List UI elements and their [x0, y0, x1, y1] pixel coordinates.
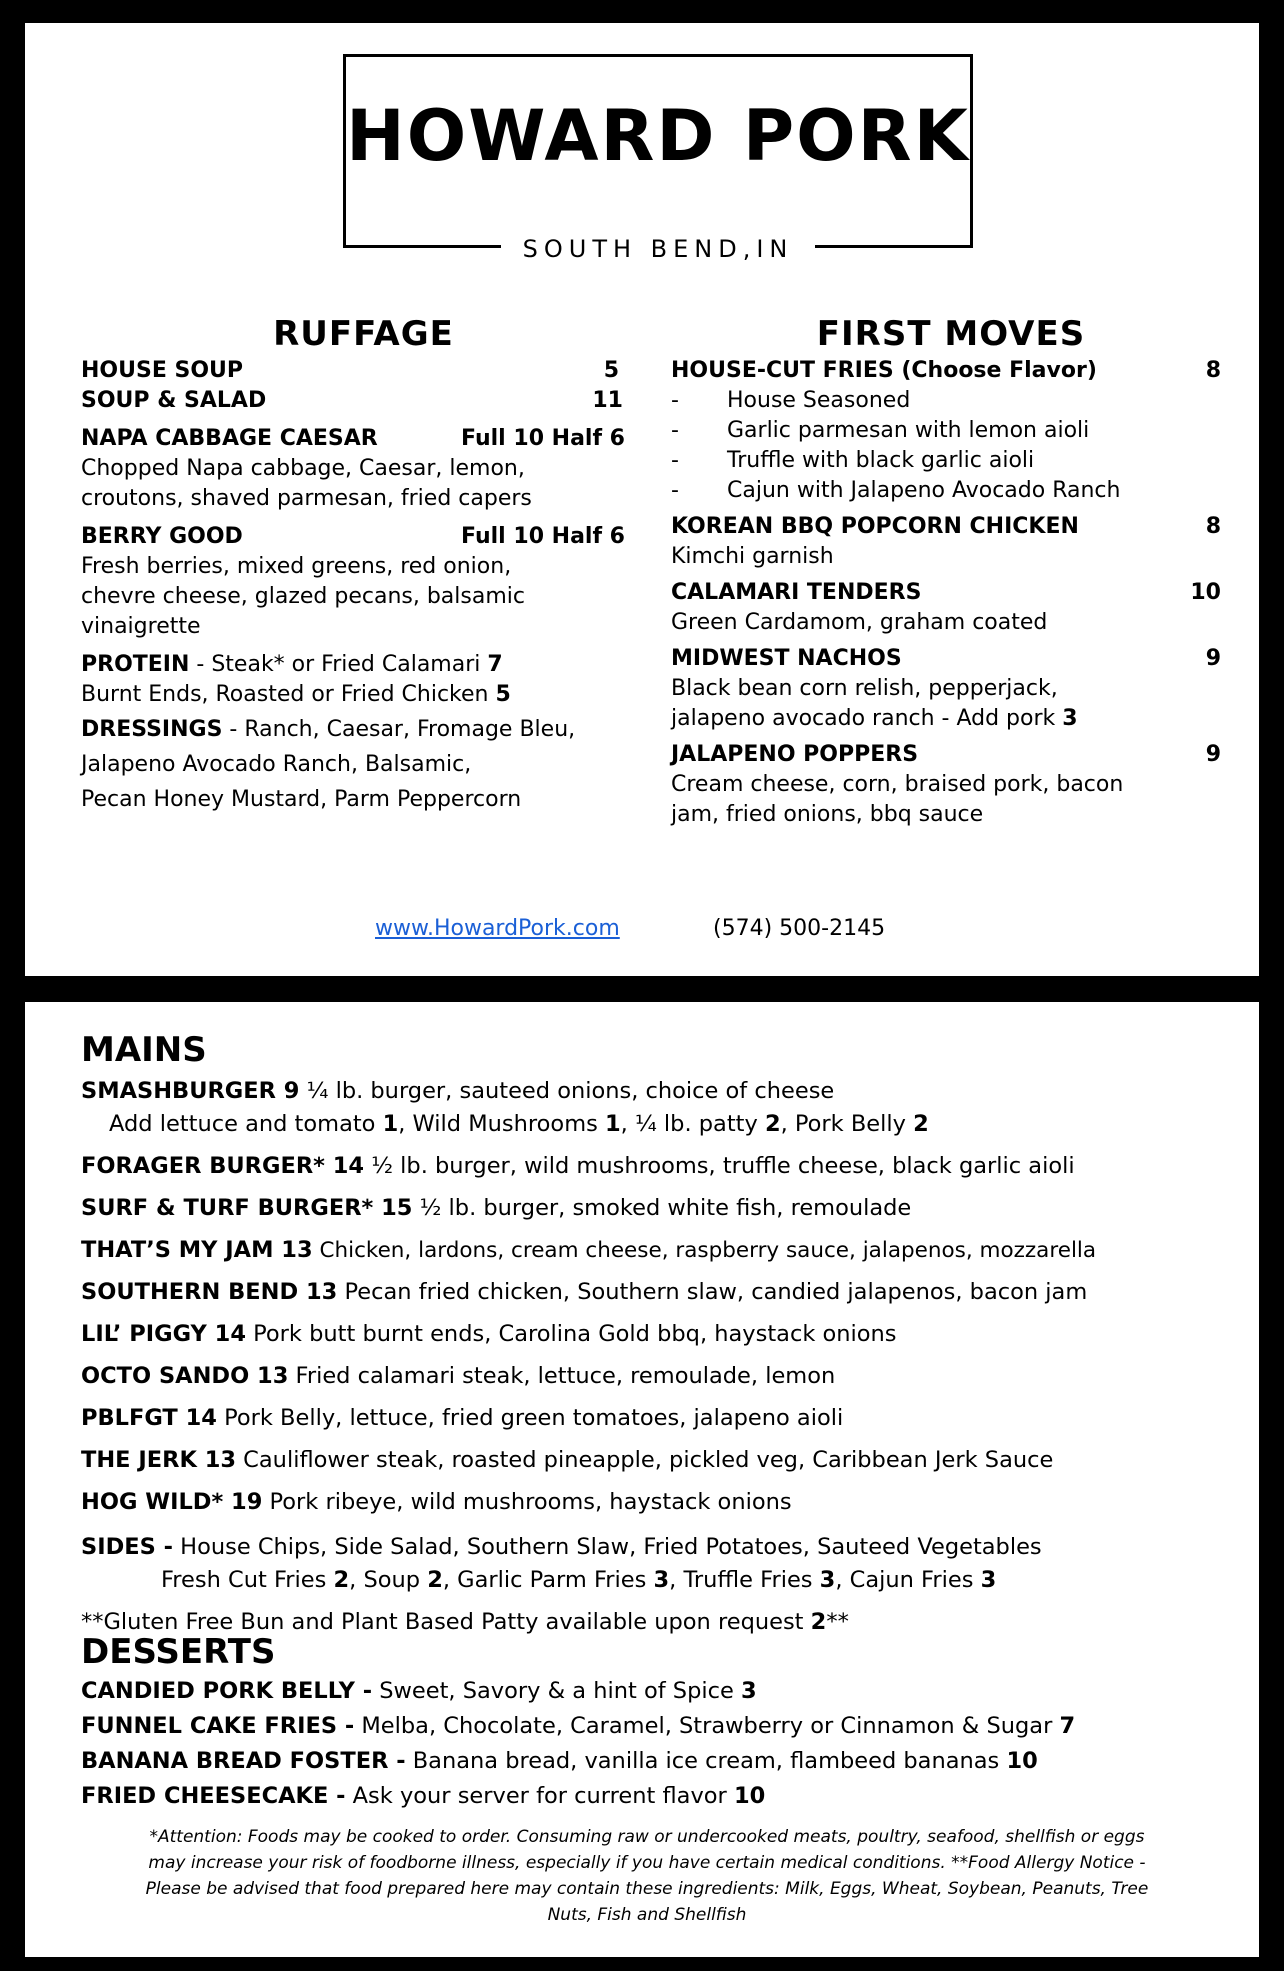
ruffage-title: RUFFAGE — [273, 314, 454, 354]
item-price: 5 — [603, 358, 619, 383]
item-description: croutons, shaved parmesan, fried capers — [81, 486, 532, 511]
menu-item — [81, 386, 623, 416]
restaurant-location: SOUTH BEND,IN — [501, 235, 816, 263]
item-name: BERRY GOOD — [81, 524, 243, 549]
menu-item — [671, 644, 1231, 674]
main-item: SMASHBURGER 9 ¼ lb. burger, sauteed onions, choice of cheese — [81, 1078, 835, 1104]
item-name: NAPA CABBAGE CAESAR — [81, 426, 378, 451]
dessert-item: FRIED CHEESECAKE - Ask your server for current flavor 10 — [81, 1783, 766, 1809]
main-item: LIL’ PIGGY 14 Pork butt burnt ends, Carolina Gold bbq, haystack onions — [81, 1321, 897, 1347]
item-name: MIDWEST NACHOS — [671, 646, 902, 671]
main-item: HOG WILD* 19 Pork ribeye, wild mushrooms, haystack onions — [81, 1489, 792, 1515]
sides-list: Fresh Cut Fries 2, Soup 2, Garlic Parm Fries 3, Truffle Fries 3, Cajun Fries 3 — [161, 1567, 997, 1593]
sides-list: SIDES - House Chips, Side Salad, Southern Slaw, Fried Potatoes, Sauteed Vegetables — [81, 1534, 1042, 1560]
restaurant-name: HOWARD PORK — [346, 95, 970, 177]
phone-number: (574) 500-2145 — [713, 916, 886, 941]
flavor-option: - Cajun with Jalapeno Avocado Ranch — [671, 478, 1121, 503]
item-name: SOUP & SALAD — [81, 388, 267, 413]
dessert-item: CANDIED PORK BELLY - Sweet, Savory & a hint of Spice 3 — [81, 1678, 757, 1704]
top-menu-panel — [25, 23, 1259, 976]
food-allergy-notice: *Attention: Foods may be cooked to order. Consuming raw or undercooked meats, poultry, seafood, shellfish or eggs may increase your risk of foodborne illness, especially if you have certain medical conditions. **Food Allergy Notice - Please be advised that food prepared here may contain these ingredients: Milk, Eggs, Wheat, Soybean, Peanuts, Tree Nuts, Fish and Shellfish — [145, 1827, 1149, 1925]
dressings-list: DRESSINGS - Ranch, Caesar, Fromage Bleu, — [81, 717, 576, 742]
menu-item — [81, 522, 625, 552]
main-item: SOUTHERN BEND 13 Pecan fried chicken, Southern slaw, candied jalapenos, bacon jam — [81, 1279, 1088, 1305]
item-price: 8 — [1205, 514, 1221, 539]
main-item: THAT’S MY JAM 13 Chicken, lardons, cream cheese, raspberry sauce, jalapenos, mozzarella — [81, 1237, 1097, 1263]
item-name: HOUSE-CUT FRIES (Choose Flavor) — [671, 358, 1097, 383]
item-description: Chopped Napa cabbage, Caesar, lemon, — [81, 456, 525, 481]
menu-item — [81, 356, 619, 386]
main-item: SURF & TURF BURGER* 15 ½ lb. burger, smoked white fish, remoulade — [81, 1195, 912, 1221]
item-price: 11 — [592, 388, 623, 413]
item-price: Full 10 Half 6 — [461, 426, 625, 451]
burger-addons: Add lettuce and tomato 1, Wild Mushrooms 1, ¼ lb. patty 2, Pork Belly 2 — [109, 1111, 929, 1137]
item-description: jalapeno avocado ranch - Add pork 3 — [671, 706, 1078, 731]
item-description: chevre cheese, glazed pecans, balsamic — [81, 584, 525, 609]
protein-options: PROTEIN - Steak* or Fried Calamari 7 — [81, 652, 503, 677]
dessert-item: BANANA BREAD FOSTER - Banana bread, vanilla ice cream, flambeed bananas 10 — [81, 1748, 1038, 1774]
item-description: vinaigrette — [81, 614, 201, 639]
first-moves-title: FIRST MOVES — [816, 314, 1086, 354]
item-name: HOUSE SOUP — [81, 358, 244, 383]
main-item: OCTO SANDO 13 Fried calamari steak, lettuce, remoulade, lemon — [81, 1363, 836, 1389]
menu-item — [671, 356, 1231, 386]
item-price: 8 — [1205, 358, 1221, 383]
ruffage-section — [81, 312, 646, 817]
desserts-section — [81, 1630, 1211, 1814]
menu-item — [671, 740, 1231, 770]
item-description: Kimchi garnish — [671, 544, 834, 569]
item-description: Fresh berries, mixed greens, red onion, — [81, 554, 512, 579]
item-description: jam, fried onions, bbq sauce — [671, 802, 984, 827]
main-item: THE JERK 13 Cauliflower steak, roasted pineapple, pickled veg, Caribbean Jerk Sauce — [81, 1447, 1054, 1473]
item-price: 9 — [1205, 742, 1221, 767]
item-description: Green Cardamom, graham coated — [671, 610, 1048, 635]
flavor-option: - Garlic parmesan with lemon aioli — [671, 418, 1090, 443]
item-description: Cream cheese, corn, braised pork, bacon — [671, 772, 1124, 797]
website-link[interactable]: www.HowardPork.com — [375, 916, 620, 941]
main-item: PBLFGT 14 Pork Belly, lettuce, fried green tomatoes, jalapeno aioli — [81, 1405, 844, 1431]
protein-options: Burnt Ends, Roasted or Fried Chicken 5 — [81, 682, 511, 707]
item-name: JALAPENO POPPERS — [671, 742, 919, 767]
menu-item — [81, 424, 625, 454]
gluten-free-note: **Gluten Free Bun and Plant Based Patty available upon request 2** — [81, 1609, 849, 1635]
mains-title: MAINS — [81, 1030, 207, 1070]
menu-item — [671, 512, 1231, 542]
item-name: CALAMARI TENDERS — [671, 580, 922, 605]
mains-section — [81, 1028, 1211, 1638]
flavor-option: - Truffle with black garlic aioli — [671, 448, 1035, 473]
dressings-list: Pecan Honey Mustard, Parm Peppercorn — [81, 787, 522, 812]
main-item: FORAGER BURGER* 14 ½ lb. burger, wild mushrooms, truffle cheese, black garlic aioli — [81, 1153, 1075, 1179]
first-moves-section — [671, 312, 1231, 830]
logo-subtitle-area — [343, 223, 973, 273]
item-price: 10 — [1190, 580, 1221, 605]
item-name: KOREAN BBQ POPCORN CHICKEN — [671, 514, 1079, 539]
desserts-title: DESSERTS — [81, 1632, 276, 1672]
item-price: Full 10 Half 6 — [461, 524, 625, 549]
item-description: Black bean corn relish, pepperjack, — [671, 676, 1058, 701]
item-price: 9 — [1205, 646, 1221, 671]
bottom-menu-panel — [25, 1002, 1259, 1957]
dressings-list: Jalapeno Avocado Ranch, Balsamic, — [81, 752, 472, 777]
logo-frame — [343, 54, 973, 248]
flavor-option: - House Seasoned — [671, 388, 911, 413]
dessert-item: FUNNEL CAKE FRIES - Melba, Chocolate, Caramel, Strawberry or Cinnamon & Sugar 7 — [81, 1713, 1076, 1739]
menu-item — [671, 578, 1231, 608]
